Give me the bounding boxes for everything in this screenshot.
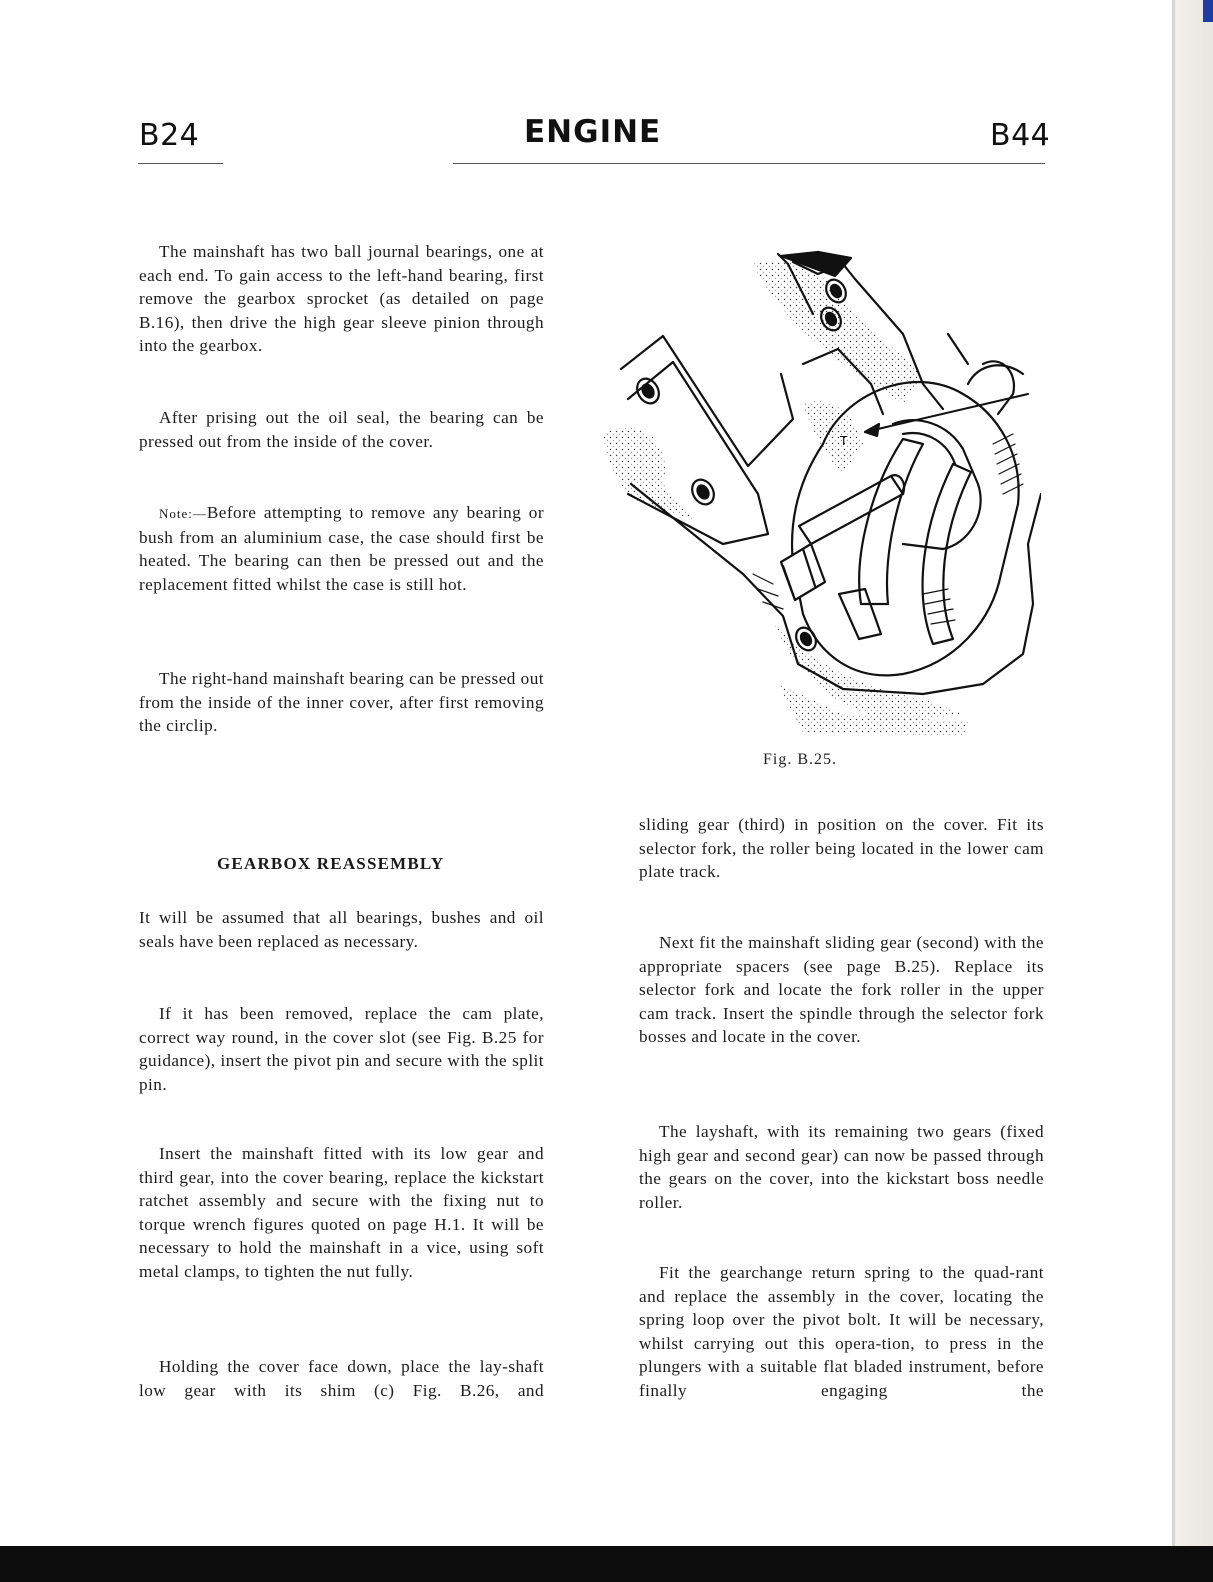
scan-bottom-border — [0, 1546, 1213, 1582]
header-left-code: B24 — [139, 118, 200, 153]
page-title: ENGINE — [524, 114, 662, 150]
header-right-code: B44 — [990, 118, 1051, 153]
para-oil-seal: After prising out the oil seal, the bearing can be pressed out from the inside of the cover. — [139, 408, 544, 451]
figure-illustration — [603, 252, 1041, 736]
para-note — [139, 501, 544, 596]
para-second-gear: Next fit the mainshaft sliding gear (second) with the appropriate spacers (see page B.25). Replace its selector fork and locate the fork roller in the upper cam track. Insert the spindle through the selector fork bosses and locate in the cover. — [639, 933, 1044, 1047]
caption-number: . B.25. — [787, 751, 838, 768]
para-cam-plate: If it has been removed, replace the cam plate, correct way round, in the cover slot (see Fig. B.25 for guidance), insert the pivot pin and secure with the split pin. — [139, 1004, 544, 1094]
header-rule-left — [138, 163, 223, 164]
section-heading: GEARBOX REASSEMBLY — [217, 854, 445, 873]
corner-tab — [1203, 0, 1213, 22]
page-edge-strip — [1172, 0, 1213, 1582]
page-edge-shadow — [1172, 0, 1175, 1582]
note-label: Note:— — [159, 506, 207, 521]
caption-prefix: Fig — [763, 751, 788, 768]
note-text: Before attempting to remove any bearing or bush from an aluminium case, the case should first be heated. The bearing can then be pressed out and the replacement fitted whilst the case is still hot. — [139, 503, 544, 594]
para-assumption: It will be assumed that all bearings, bushes and oil seals have been replaced as necessary. — [139, 908, 544, 951]
para-layshaft: The layshaft, with its remaining two gears (fixed high gear and second gear) can now be passed through the gears on the cover, into the kickstart boss needle roller. — [639, 1122, 1044, 1212]
para-sliding-gear-third: sliding gear (third) in position on the cover. Fit its selector fork, the roller being located in the lower cam plate track. — [639, 815, 1044, 882]
figure-label-t: T — [840, 434, 848, 448]
para-return-spring: Fit the gearchange return spring to the quad-rant and replace the assembly in the cover, locating the spring loop over the pivot bolt. It will be necessary, whilst carrying out this opera-tion, to press in the plungers with a suitable flat bladed instrument, before finally engaging the — [639, 1263, 1044, 1400]
figure-caption — [763, 751, 837, 769]
para-insert-mainshaft: Insert the mainshaft fitted with its low gear and third gear, into the cover bearing, replace the kickstart ratchet assembly and secure with the fixing nut to torque wrench figures quoted on page H.1. It will be necessary to hold the mainshaft in a vice, using soft metal clamps, to tighten the nut fully. — [139, 1144, 544, 1281]
para-holding-cover: Holding the cover face down, place the lay-shaft low gear with its shim (c) Fig. B.26, and — [139, 1357, 544, 1400]
header-rule-right — [453, 163, 1045, 164]
figure-gearbox-cover — [603, 244, 1041, 742]
para-right-hand-bearing: The right-hand mainshaft bearing can be pressed out from the inside of the inner cover, after first removing the circlip. — [139, 669, 544, 736]
para-mainshaft-bearings: The mainshaft has two ball journal bearings, one at each end. To gain access to the left-hand bearing, first remove the gearbox sprocket (as detailed on page B.16), then drive the high gear sleeve pinion through into the gearbox. — [139, 242, 544, 356]
